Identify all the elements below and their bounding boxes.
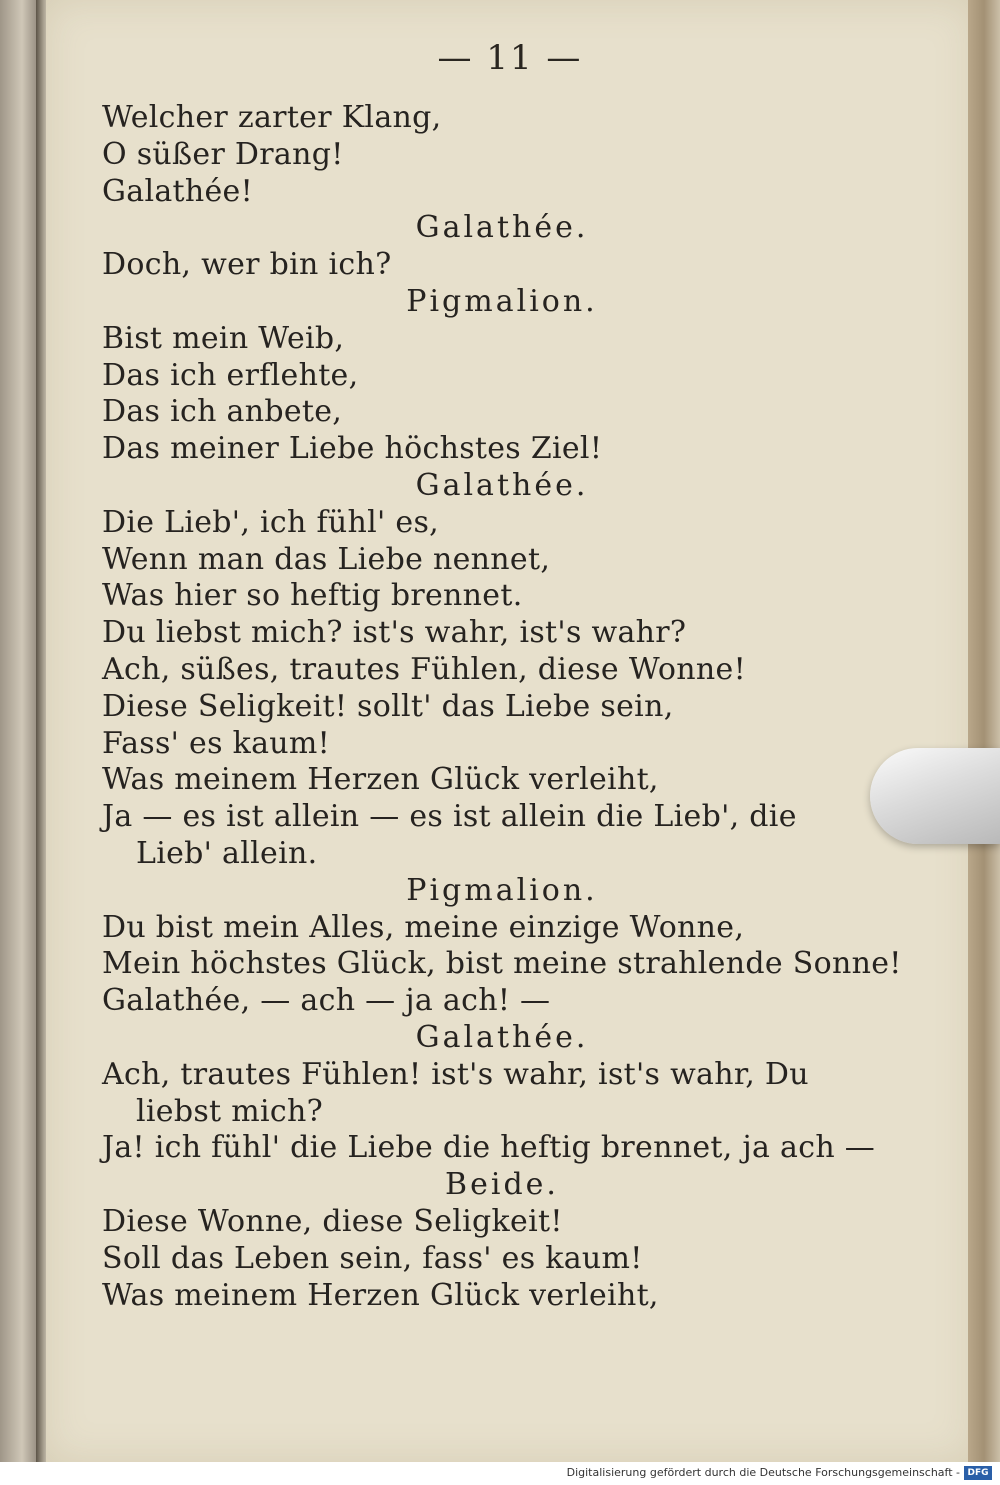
footer-bar xyxy=(0,1462,1000,1485)
book-page xyxy=(46,0,974,1462)
verse-line: Du bist mein Alles, meine einzige Wonne, xyxy=(102,909,745,945)
dfg-logo-icon: DFG xyxy=(964,1466,992,1480)
speaker-name: Galathée. xyxy=(415,467,589,503)
verse-line: Lieb' allein. xyxy=(136,835,318,871)
verse-line: Diese Seligkeit! sollt' das Liebe sein, xyxy=(102,688,674,724)
page-holder-clip xyxy=(870,748,1000,844)
verse-line: O süßer Drang! xyxy=(102,136,344,172)
verse-line: Ach, süßes, trautes Fühlen, diese Wonne! xyxy=(102,651,746,687)
text-block xyxy=(102,100,902,1314)
verse-line: Galathée! xyxy=(102,173,253,209)
page-number: — 11 — xyxy=(437,38,583,78)
verse-line: Wenn man das Liebe nennet, xyxy=(102,541,551,577)
speaker-name: Galathée. xyxy=(415,210,589,246)
verse-line: Doch, wer bin ich? xyxy=(102,247,392,283)
verse-line: Das ich anbete, xyxy=(102,394,343,430)
facing-page-edge xyxy=(0,0,40,1462)
speaker-name: Galathée. xyxy=(415,1019,589,1055)
verse-line: Fass' es kaum! xyxy=(102,725,331,761)
verse-line: Das ich erflehte, xyxy=(102,357,359,393)
verse-line: Bist mein Weib, xyxy=(102,320,345,356)
speaker-name: Beide. xyxy=(445,1167,559,1203)
verse-line: Das meiner Liebe höchstes Ziel! xyxy=(102,431,603,467)
verse-line: Ja! ich fühl' die Liebe die heftig brennet, ja ach — xyxy=(102,1130,876,1166)
verse-line: Was meinem Herzen Glück verleiht, xyxy=(102,762,659,798)
verse-line: Mein höchstes Glück, bist meine strahlende Sonne! xyxy=(102,946,902,982)
verse-line: Diese Wonne, diese Seligkeit! xyxy=(102,1203,563,1239)
verse-line: liebst mich? xyxy=(136,1093,323,1129)
verse-line: Die Lieb', ich fühl' es, xyxy=(102,504,439,540)
page-stack-edge xyxy=(968,0,1000,1462)
verse-line: Welcher zarter Klang, xyxy=(102,100,442,135)
funding-credit: Digitalisierung gefördert durch die Deutsche Forschungsgemeinschaft - xyxy=(566,1466,960,1479)
verse-line: Soll das Leben sein, fass' es kaum! xyxy=(102,1240,643,1276)
verse-line: Ach, trautes Fühlen! ist's wahr, ist's wahr, Du xyxy=(102,1056,809,1092)
verse-line: Was meinem Herzen Glück verleiht, xyxy=(102,1277,659,1313)
verse-line: Was hier so heftig brennet. xyxy=(102,578,523,614)
verse-line: Ja — es ist allein — es ist allein die Lieb', die xyxy=(102,799,797,835)
speaker-name: Pigmalion. xyxy=(406,872,598,908)
verse-line: Du liebst mich? ist's wahr, ist's wahr? xyxy=(102,615,687,651)
verse-line: Galathée, — ach — ja ach! — xyxy=(102,983,551,1019)
speaker-name: Pigmalion. xyxy=(406,283,598,319)
